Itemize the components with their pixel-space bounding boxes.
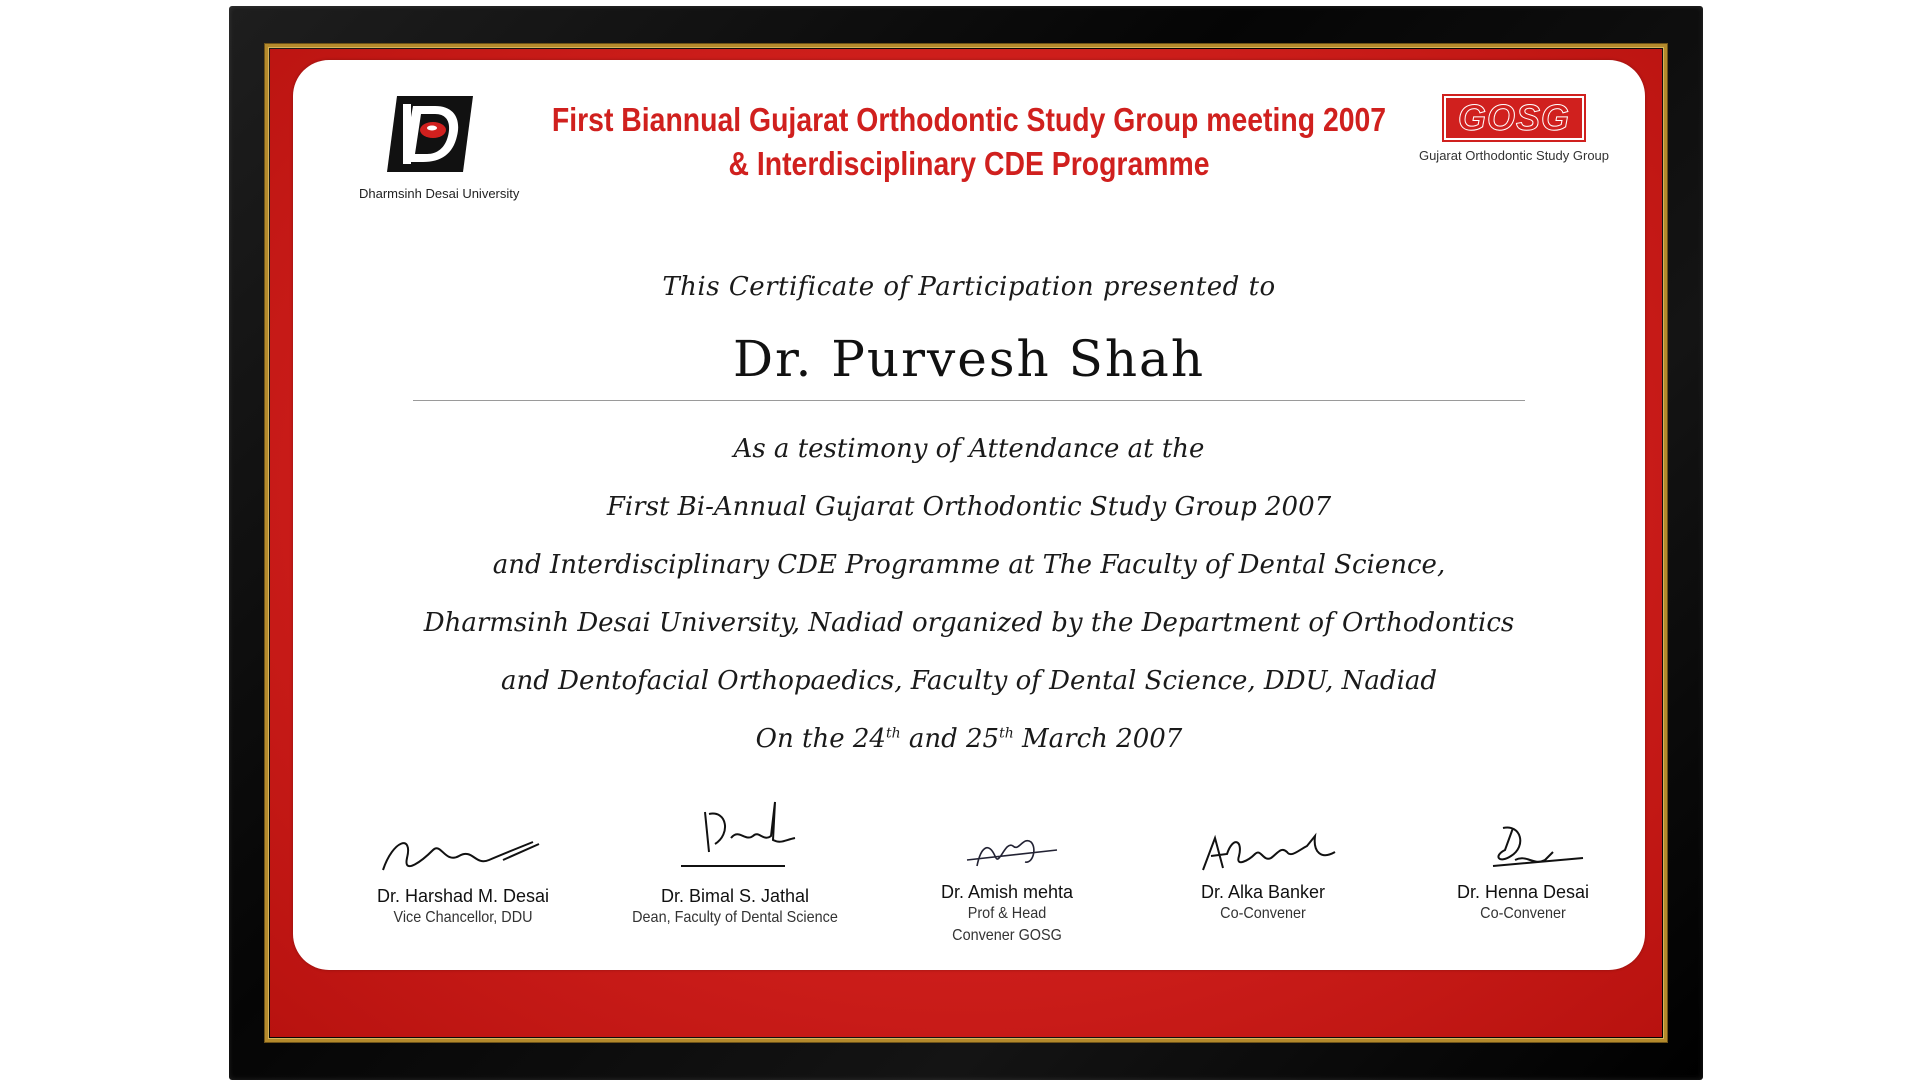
signature-3 <box>907 816 1107 880</box>
ddu-logo-caption: Dharmsinh Desai University <box>359 186 520 201</box>
signature-4 <box>1163 816 1363 880</box>
signatory-1-name: Dr. Harshad M. Desai <box>376 886 550 906</box>
signatory-5-name: Dr. Henna Desai <box>1456 882 1590 902</box>
signatory-2-name: Dr. Bimal S. Jathal <box>660 886 810 906</box>
signature-2 <box>635 792 835 884</box>
signatory-4 <box>1133 816 1393 925</box>
certificate-header-title <box>542 98 1395 186</box>
signature-5 <box>1423 816 1623 880</box>
gosg-logo-caption: Gujarat Orthodontic Study Group <box>1418 148 1610 163</box>
date-ordinal-1: th <box>885 725 901 742</box>
signatory-3-role-2: Convener GOSG <box>952 927 1062 944</box>
signatory-2 <box>605 792 865 929</box>
title-line-2: & Interdisciplinary CDE Programme <box>728 145 1210 182</box>
date-ordinal-2: th <box>999 725 1014 742</box>
signatory-4-role: Co-Convener <box>1220 905 1306 922</box>
body-line-1: As a testimony of Attendance at the <box>733 434 1205 464</box>
date-suffix: March 2007 <box>1013 724 1183 754</box>
ddu-logo-icon <box>385 90 475 178</box>
signatory-2-role: Dean, Faculty of Dental Science <box>632 909 838 926</box>
signatory-3-role-1: Prof & Head <box>967 905 1047 922</box>
title-line-1: First Biannual Gujarat Orthodontic Study Group meeting 2007 <box>551 101 1387 138</box>
signatory-3-name: Dr. Amish mehta <box>940 882 1074 902</box>
gosg-logo <box>1409 96 1619 163</box>
signatories <box>333 780 1605 944</box>
date-middle: and 25 <box>900 724 1000 754</box>
signatory-5-role: Co-Convener <box>1480 905 1566 922</box>
body-line-2: First Bi-Annual Gujarat Orthodontic Study Group 2007 <box>606 492 1332 522</box>
signatory-1 <box>333 820 593 929</box>
certificate-paper <box>293 60 1645 970</box>
signatory-4-name: Dr. Alka Banker <box>1200 882 1326 902</box>
signatory-3 <box>877 816 1137 947</box>
signature-1 <box>363 820 563 884</box>
picture-frame <box>229 6 1703 1080</box>
signatory-5 <box>1393 816 1653 925</box>
body-line-5: and Dentofacial Orthopaedics, Faculty of Dental Science, DDU, Nadiad <box>500 666 1438 696</box>
presented-line: This Certificate of Participation presented to <box>662 272 1276 302</box>
body-line-4: Dharmsinh Desai University, Nadiad organized by the Department of Orthodontics <box>423 608 1515 638</box>
recipient-underline <box>413 400 1525 401</box>
signatory-1-role: Vice Chancellor, DDU <box>393 909 533 926</box>
ddu-logo <box>359 90 520 218</box>
body-line-3: and Interdisciplinary CDE Programme at The Faculty of Dental Science, <box>492 550 1446 580</box>
date-prefix: On the 24 <box>755 724 886 754</box>
recipient-name: Dr. Purvesh Shah <box>732 330 1206 388</box>
event-date <box>293 724 1645 754</box>
gosg-logo-badge: GOSG <box>1444 96 1584 140</box>
